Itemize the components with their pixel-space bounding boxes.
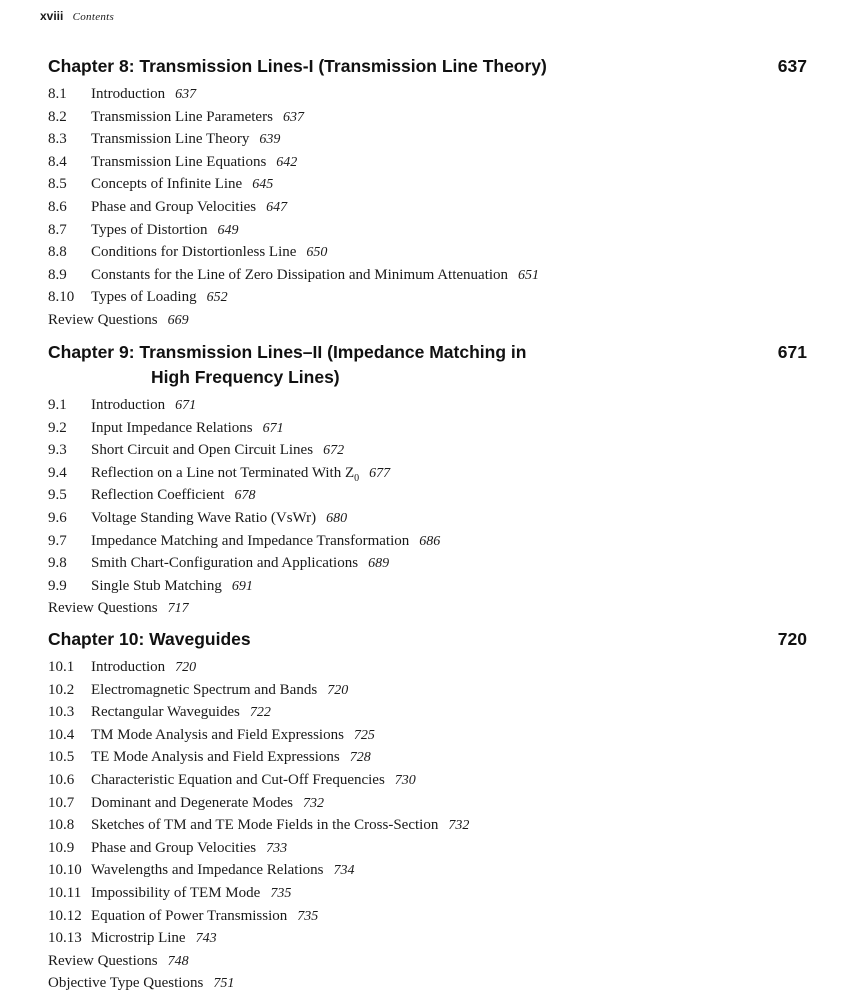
toc-entry	[48, 439, 808, 462]
section-number: 9.9	[48, 577, 67, 594]
section-title: Types of Distortion	[91, 221, 208, 238]
section-page-number: 730	[394, 772, 416, 788]
section-list	[48, 394, 808, 620]
chapter-title	[48, 54, 547, 79]
chapter-page-number: 637	[777, 56, 807, 76]
chapter-heading	[48, 340, 808, 390]
toc-entry	[48, 507, 808, 530]
extra-page-number: 748	[167, 953, 189, 969]
toc-entry	[48, 837, 808, 860]
chapter-title	[48, 340, 526, 390]
extra-page-number: 751	[213, 976, 235, 992]
chapter-title-line1: Chapter 9: Transmission Lines–II (Impedance Matching in	[48, 342, 527, 362]
section-number: 10.6	[48, 771, 75, 788]
section-number: 8.7	[48, 221, 67, 238]
section-title: Rectangular Waveguides	[91, 704, 240, 721]
toc-entry	[48, 241, 808, 264]
chapter-title-line1: Chapter 8: Transmission Lines-I (Transmission Line Theory)	[48, 56, 547, 76]
section-number: 10.5	[48, 749, 75, 766]
section-number: 10.9	[48, 839, 75, 856]
section-number: 10.4	[48, 726, 75, 743]
section-number: 10.13	[48, 930, 82, 947]
section-page-number: 642	[276, 154, 298, 170]
toc-entry	[48, 701, 808, 724]
section-title: Conditions for Distortionless Line	[91, 244, 297, 261]
toc-entry	[48, 106, 808, 129]
section-number: 8.6	[48, 198, 67, 215]
section-page-number: 639	[259, 132, 281, 148]
section-page-number: 647	[266, 199, 288, 215]
section-number: 8.4	[48, 153, 67, 170]
section-number: 10.3	[48, 704, 75, 721]
section-page-number: 734	[333, 863, 355, 879]
running-head-section: Contents	[72, 11, 115, 23]
section-title: Microstrip Line	[91, 930, 186, 947]
chapter-8	[48, 54, 808, 332]
section-title: Introduction	[91, 86, 166, 102]
section-page-number: 649	[217, 222, 239, 238]
section-title: Transmission Line Theory	[91, 131, 250, 148]
toc-entry	[48, 792, 808, 815]
section-page-number: 735	[297, 908, 319, 924]
section-title: Transmission Line Parameters	[91, 108, 273, 125]
toc-entry	[48, 264, 808, 287]
section-number: 8.3	[48, 131, 67, 148]
toc-entry	[48, 530, 808, 553]
section-title: Phase and Group Velocities	[91, 198, 257, 215]
toc-entry	[48, 679, 808, 702]
section-title: Equation of Power Transmission	[91, 907, 288, 924]
section-page-number: 677	[369, 465, 391, 481]
section-title: Introduction	[91, 659, 166, 675]
section-title: Concepts of Infinite Line	[91, 176, 243, 193]
chapter-title-line1: Chapter 10: Waveguides	[48, 629, 251, 649]
section-page-number: 735	[270, 885, 292, 901]
section-list	[48, 656, 808, 995]
toc-entry	[48, 128, 808, 151]
section-number: 9.7	[48, 532, 67, 549]
toc-entry	[48, 859, 808, 882]
section-number: 9.5	[48, 487, 67, 504]
toc-entry	[48, 882, 808, 905]
section-number: 10.12	[48, 907, 82, 924]
section-number: 10.2	[48, 681, 75, 698]
toc-entry	[48, 173, 808, 196]
section-page-number: 680	[326, 510, 348, 526]
section-page-number: 671	[175, 398, 197, 413]
section-page-number: 637	[175, 87, 197, 102]
section-number: 8.10	[48, 289, 75, 306]
section-number: 8.2	[48, 108, 67, 125]
section-title: Voltage Standing Wave Ratio (VsWr)	[91, 509, 317, 526]
section-title: Dominant and Degenerate Modes	[91, 794, 294, 811]
chapter-heading	[48, 627, 808, 652]
section-page-number: 652	[206, 290, 228, 306]
section-number: 10.10	[48, 862, 82, 879]
section-title: Phase and Group Velocities	[91, 839, 257, 856]
section-title: Characteristic Equation and Cut-Off Frequencies	[91, 771, 385, 788]
section-number: 9.2	[48, 419, 67, 436]
section-title: Electromagnetic Spectrum and Bands	[91, 681, 318, 698]
section-number: 9.6	[48, 509, 67, 526]
section-page-number: 650	[306, 245, 328, 261]
section-title: Sketches of TM and TE Mode Fields in the Cross-Section	[91, 817, 439, 834]
section-number: 9.4	[48, 464, 67, 481]
section-number: 9.1	[48, 397, 67, 413]
toc-entry	[48, 219, 808, 242]
section-page-number: 732	[448, 818, 470, 834]
running-head	[40, 8, 114, 24]
section-page-number: 686	[419, 533, 441, 549]
section-title: Wavelengths and Impedance Relations	[91, 862, 324, 879]
toc-entry	[48, 462, 808, 485]
toc-entry	[48, 286, 808, 309]
section-page-number: 678	[234, 488, 256, 504]
chapter-title	[48, 627, 251, 652]
subscript: 0	[354, 472, 360, 484]
toc-entry	[48, 746, 808, 769]
section-page-number: 645	[252, 177, 274, 193]
section-page-number: 722	[249, 705, 271, 721]
toc-entry	[48, 552, 808, 575]
toc-entry	[48, 769, 808, 792]
section-page-number: 733	[266, 840, 288, 856]
toc-entry	[48, 905, 808, 928]
chapter-9	[48, 340, 808, 620]
section-title: Reflection Coefficient	[91, 487, 225, 504]
chapter-10	[48, 627, 808, 995]
section-page-number: 651	[518, 267, 540, 283]
toc-entry	[48, 484, 808, 507]
toc-entry	[48, 83, 808, 106]
section-page-number: 732	[303, 795, 325, 811]
toc-extra-entry	[48, 972, 808, 995]
toc-entry	[48, 196, 808, 219]
section-number: 10.7	[48, 794, 75, 811]
toc-entry	[48, 575, 808, 598]
extra-title: Review Questions	[48, 952, 158, 969]
extra-page-number: 669	[167, 312, 189, 328]
section-number: 8.9	[48, 266, 67, 283]
toc-entry	[48, 814, 808, 837]
section-number: 9.3	[48, 442, 67, 459]
chapter-page-number: 720	[777, 629, 807, 649]
section-title: Smith Chart-Configuration and Applications	[91, 555, 359, 572]
section-title: TM Mode Analysis and Field Expressions	[91, 726, 344, 743]
section-page-number: 637	[282, 109, 304, 125]
extra-page-number: 717	[167, 601, 189, 617]
section-page-number: 672	[323, 443, 345, 459]
extra-title: Review Questions	[48, 311, 158, 328]
section-page-number: 728	[349, 750, 371, 766]
section-title: Impedance Matching and Impedance Transformation	[91, 532, 410, 549]
toc-entry	[48, 417, 808, 440]
section-page-number: 720	[175, 660, 197, 675]
extra-title: Review Questions	[48, 600, 158, 617]
section-title: TE Mode Analysis and Field Expressions	[91, 749, 340, 766]
section-title: Input Impedance Relations	[91, 419, 253, 436]
section-list	[48, 83, 808, 332]
section-title: Transmission Line Equations	[91, 153, 267, 170]
section-title: Constants for the Line of Zero Dissipation and Minimum Attenuation	[91, 266, 509, 283]
chapter-heading	[48, 54, 808, 79]
section-title: Short Circuit and Open Circuit Lines	[91, 442, 314, 459]
section-page-number: 691	[231, 578, 253, 594]
section-page-number: 720	[327, 682, 349, 698]
toc-entry	[48, 394, 808, 417]
section-number: 9.8	[48, 555, 67, 572]
section-number: 10.1	[48, 659, 75, 675]
section-number: 8.5	[48, 176, 67, 193]
page-folio: xviii	[40, 9, 64, 23]
section-title: Introduction	[91, 397, 166, 413]
chapter-page-number: 671	[777, 342, 807, 362]
section-number: 8.1	[48, 86, 67, 102]
section-title: Reflection on a Line not Terminated With Z	[91, 464, 355, 481]
toc-extra-entry	[48, 597, 808, 620]
section-page-number: 671	[262, 420, 284, 436]
toc-extra-entry	[48, 309, 808, 332]
toc-entry	[48, 656, 808, 679]
section-title: Types of Loading	[91, 289, 197, 306]
toc-entry	[48, 724, 808, 747]
section-number: 10.11	[48, 884, 82, 901]
toc-entry	[48, 927, 808, 950]
toc-entry	[48, 151, 808, 174]
section-title: Single Stub Matching	[91, 577, 222, 594]
section-number: 8.8	[48, 244, 67, 261]
section-number: 10.8	[48, 817, 75, 834]
section-page-number: 689	[368, 556, 390, 572]
toc-extra-entry	[48, 950, 808, 973]
section-page-number: 725	[353, 727, 375, 743]
section-title: Impossibility of TEM Mode	[91, 884, 261, 901]
chapter-title-line2: High Frequency Lines)	[151, 367, 340, 387]
section-page-number: 743	[195, 931, 217, 947]
extra-title: Objective Type Questions	[48, 975, 204, 992]
